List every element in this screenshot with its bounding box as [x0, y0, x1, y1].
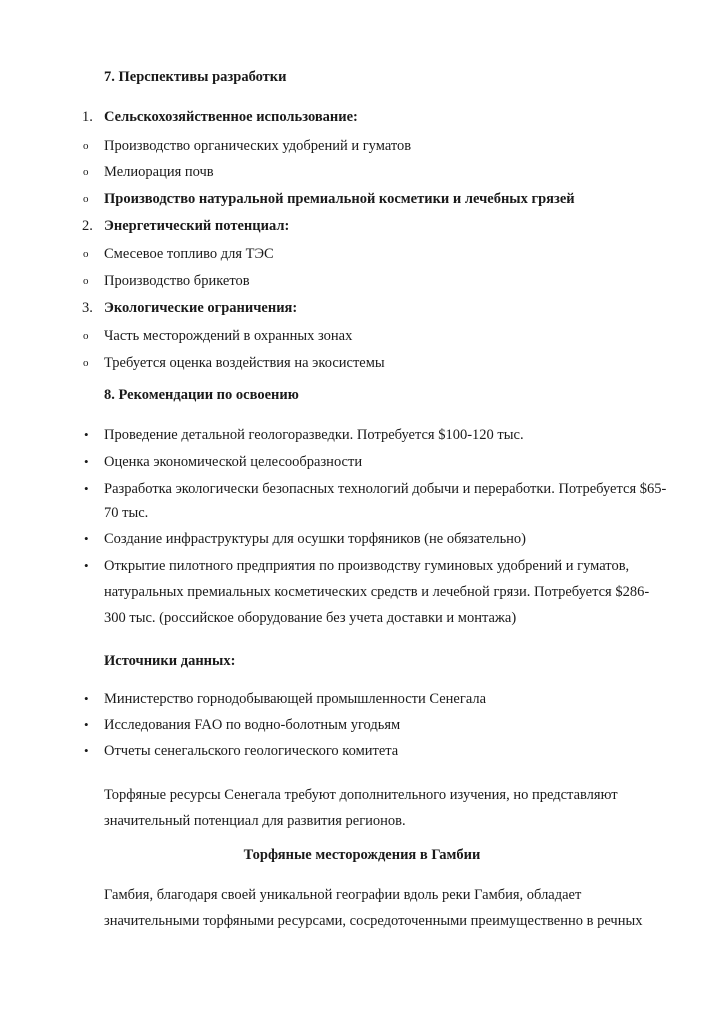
- paragraph-line: значительными торфяными ресурсами, сосредоточенными преимущественно в речных: [104, 913, 643, 929]
- circle-bullet-icon: o: [83, 193, 89, 205]
- circle-bullet-icon: o: [83, 166, 89, 178]
- list-item: Оценка экономической целесообразности: [104, 454, 363, 470]
- bullet-icon: •: [84, 717, 89, 732]
- list-item-continuation: 70 тыс.: [104, 505, 149, 521]
- list-item: Исследования FAO по водно-болотным угодьям: [104, 717, 401, 733]
- list-item: Производство органических удобрений и гуматов: [104, 138, 412, 154]
- list-item: Производство брикетов: [104, 273, 250, 289]
- section-7-heading: 7. Перспективы разработки: [104, 69, 287, 85]
- list-item-continuation: 300 тыс. (российское оборудование без учета доставки и монтажа): [104, 610, 517, 626]
- gambia-heading: Торфяные месторождения в Гамбии: [243, 847, 481, 863]
- circle-bullet-icon: o: [83, 330, 89, 342]
- circle-bullet-icon: o: [83, 357, 89, 369]
- bullet-icon: •: [84, 481, 89, 496]
- list-item-continuation: натуральных премиальных косметических средств и лечебной грязи. Потребуется $286-: [104, 584, 650, 600]
- section-8-heading: 8. Рекомендации по освоению: [104, 387, 299, 403]
- sources-heading: Источники данных:: [104, 653, 236, 669]
- circle-bullet-icon: o: [83, 275, 89, 287]
- list-item: Министерство горнодобывающей промышленности Сенегала: [104, 691, 487, 707]
- list-item: Часть месторождений в охранных зонах: [104, 328, 353, 344]
- circle-bullet-icon: o: [83, 140, 89, 152]
- list-item: Создание инфраструктуры для осушки торфяников (не обязательно): [104, 531, 527, 547]
- group-title: Сельскохозяйственное использование:: [104, 109, 358, 125]
- group-title: Экологические ограничения:: [104, 300, 298, 316]
- list-item: Производство натуральной премиальной косметики и лечебных грязей: [104, 191, 575, 207]
- list-item: Разработка экологически безопасных технологий добычи и переработки. Потребуется $65-: [104, 481, 667, 497]
- paragraph-line: Гамбия, благодаря своей уникальной географии вдоль реки Гамбия, обладает: [104, 887, 582, 903]
- list-item: Открытие пилотного предприятия по производству гуминовых удобрений и гуматов,: [104, 558, 630, 574]
- bullet-icon: •: [84, 427, 89, 442]
- list-item: Смесевое топливо для ТЭС: [104, 246, 274, 262]
- bullet-icon: •: [84, 531, 89, 546]
- list-number: 1.: [82, 109, 93, 125]
- bullet-icon: •: [84, 691, 89, 706]
- paragraph-line: Торфяные ресурсы Сенегала требуют дополнительного изучения, но представляют: [104, 787, 618, 803]
- paragraph-line: значительный потенциал для развития регионов.: [104, 813, 406, 829]
- bullet-icon: •: [84, 454, 89, 469]
- group-title: Энергетический потенциал:: [104, 218, 290, 234]
- circle-bullet-icon: o: [83, 248, 89, 260]
- list-number: 3.: [82, 300, 93, 316]
- list-item: Проведение детальной геологоразведки. Потребуется $100-120 тыс.: [104, 427, 524, 443]
- bullet-icon: •: [84, 743, 89, 758]
- list-item: Мелиорация почв: [104, 164, 214, 180]
- list-number: 2.: [82, 218, 93, 234]
- bullet-icon: •: [84, 558, 89, 573]
- list-item: Требуется оценка воздействия на экосистемы: [104, 355, 385, 371]
- list-item: Отчеты сенегальского геологического комитета: [104, 743, 399, 759]
